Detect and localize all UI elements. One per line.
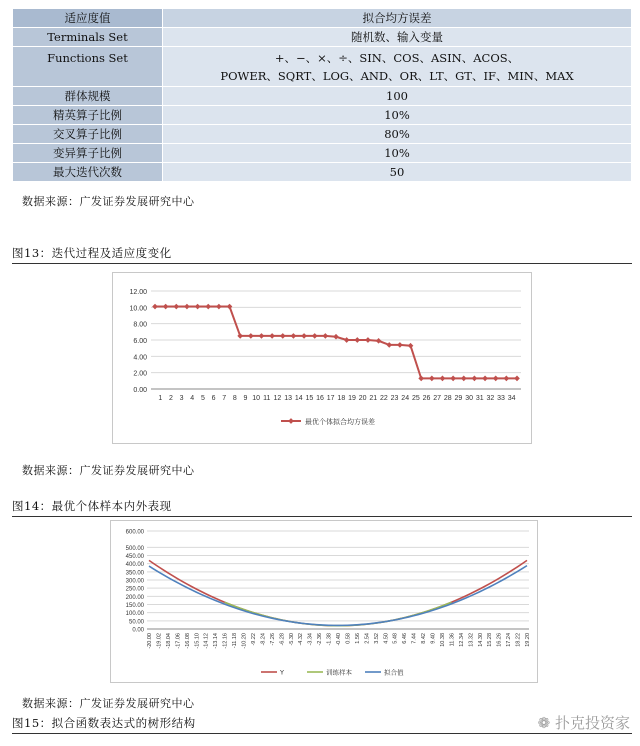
x-tick-label: 26 [422,395,431,402]
y-tick-label: 150.00 [125,603,144,609]
series-line-fitness [155,307,517,379]
series-line-fitted [149,566,527,626]
x-tick-label: 28 [443,395,452,402]
x-tick-label: 1.56 [354,633,361,644]
x-tick-label: 5.48 [392,633,399,644]
row-value-line1: +、−、×、÷、SIN、COS、ASIN、ACOS、 [274,51,520,65]
data-source-note: 数据来源：广发证券发展研究中心 [22,697,195,710]
x-tick-label: 29 [454,395,463,402]
x-tick-label: -2.36 [317,633,324,646]
row-key: 精英算子比例 [13,106,163,125]
x-tick-label: -18.04 [165,633,172,649]
x-tick-label: 15 [305,395,314,402]
header-value: 拟合均方误差 [163,9,632,28]
x-tick-label: 12 [273,395,282,402]
data-point [344,337,350,343]
table-row [13,28,632,47]
row-value: 10% [163,144,632,163]
data-point [205,304,211,310]
x-tick-label: 23 [390,395,399,402]
data-point [504,376,510,382]
data-point [248,333,254,339]
figure-14-rule [12,516,632,517]
y-tick-label: 400.00 [125,562,144,569]
legend-label: Y [280,668,284,677]
watermark-text: 扑克投资家 [554,714,630,732]
data-point [227,304,233,310]
data-point [440,376,446,382]
x-tick-label: 24 [401,395,410,402]
x-tick-label: 30 [465,395,473,402]
x-tick-label: -10.20 [241,633,248,649]
x-tick-label: -11.18 [232,633,239,649]
data-point [237,333,243,339]
y-tick-label: 300.00 [125,578,144,585]
y-tick-label: 500.00 [125,545,144,552]
figure-14-title: 图14：最优个体样本内外表现 [12,499,172,513]
y-tick-label: 100.00 [125,611,144,618]
y-tick-label: 600.00 [125,529,144,536]
table-header-row [13,9,632,28]
x-tick-label: 0.58 [345,633,352,644]
legend-label: 训练样本 [326,668,352,677]
x-tick-label: 8.42 [421,633,428,644]
x-tick-label: 8 [232,395,237,402]
x-tick-label: 7.44 [411,633,418,644]
x-tick-label: 27 [433,395,442,402]
x-tick-label: 10 [252,395,261,402]
x-tick-label: 25 [411,395,420,402]
header-key: 适应度值 [13,9,163,28]
x-tick-label: 9 [243,395,248,402]
row-value: 100 [163,87,632,106]
table-row [13,106,632,125]
x-tick-label: 22 [380,395,388,402]
row-value: 随机数、输入变量 [163,28,632,47]
data-point [376,338,382,344]
x-tick-label: 3.52 [373,633,380,644]
data-point [312,333,318,339]
row-key: 群体规模 [13,87,163,106]
data-point [259,333,265,339]
row-value: 10% [163,106,632,125]
x-tick-label: 33 [497,395,505,402]
x-tick-label: -3.34 [307,633,314,646]
x-tick-label: 34 [507,395,516,402]
data-point [461,376,467,382]
x-tick-label: 6.46 [402,633,409,644]
x-tick-label: 3 [179,395,184,402]
x-tick-label: 20 [358,395,367,402]
x-tick-label: 9.40 [430,633,437,644]
table-row [13,87,632,106]
x-tick-label: -1.38 [326,633,333,646]
table-row [13,144,632,163]
data-point [482,376,488,382]
x-tick-label: 19.20 [525,633,531,647]
x-tick-label: 5 [200,395,205,402]
row-value: 80% [163,125,632,144]
row-value [163,47,632,87]
parameter-table [12,8,632,182]
x-tick-label: -6.28 [279,633,286,646]
data-point [418,376,424,382]
x-tick-label: 31 [475,395,484,402]
row-key: 变异算子比例 [13,144,163,163]
x-tick-label: -20.00 [147,633,153,649]
data-point [280,333,286,339]
legend-label: 拟合值 [384,668,404,677]
series-line-y [149,560,527,625]
y-tick-label: 12.00 [129,289,147,296]
x-tick-label: -19.02 [156,633,163,649]
x-tick-label: 2.54 [364,633,371,644]
data-point [450,376,456,382]
x-tick-label: -7.26 [269,633,276,646]
x-tick-label: -13.14 [213,633,220,649]
x-tick-label: 11 [263,395,271,402]
figure-14-chart [110,520,538,683]
data-point [333,334,339,340]
data-point [291,333,297,339]
row-value: 50 [163,163,632,182]
data-point [216,304,222,310]
data-point [163,304,169,310]
x-tick-label: 17 [326,395,335,402]
y-tick-label: 2.00 [133,370,147,378]
y-tick-label: 0.00 [133,387,147,394]
x-tick-label: 32 [486,395,495,402]
x-tick-label: 10.38 [439,633,446,647]
x-tick-label: 13.32 [468,633,475,647]
data-point [514,376,520,382]
row-key: 交叉算子比例 [13,125,163,144]
x-tick-label: 16.26 [496,633,503,647]
data-point [195,304,201,310]
data-point [323,333,329,339]
data-point [173,304,179,310]
x-tick-label: -5.30 [288,633,295,646]
x-tick-label: 18 [337,395,346,402]
data-point [365,337,371,343]
y-tick-label: 0.00 [132,627,144,634]
figure-13-chart [112,272,532,444]
data-point [152,304,158,310]
y-tick-label: 8.00 [133,321,147,329]
x-tick-label: 2 [169,395,173,402]
x-tick-label: -12.16 [222,633,229,649]
x-tick-label: 14 [294,395,303,402]
y-tick-label: 350.00 [125,570,144,577]
legend-marker [288,418,294,424]
figure-15-title: 图15：拟合函数表达式的树形结构 [12,716,196,730]
table-row [13,47,632,87]
figure-14-svg [111,521,537,682]
watermark [538,712,630,733]
wechat-icon: ❁ [537,714,551,732]
figure-15-rule [12,733,632,734]
y-tick-label: 10.00 [129,305,147,313]
x-tick-label: 6 [211,395,216,402]
x-tick-label: 15.28 [487,633,494,647]
x-tick-label: 1 [158,395,163,402]
x-tick-label: -16.08 [184,633,191,649]
y-tick-label: 450.00 [125,554,144,560]
x-tick-label: 4 [190,395,195,402]
x-tick-label: -15.10 [194,633,201,649]
legend-label: 最优个体拟合均方误差 [305,418,375,426]
data-point [408,343,414,349]
data-source-note: 数据来源：广发证券发展研究中心 [22,195,195,208]
data-point [429,376,435,382]
y-tick-label: 250.00 [125,586,144,593]
x-tick-label: 14.30 [477,633,484,647]
x-tick-label: -4.32 [298,633,305,646]
x-tick-label: 19 [348,395,356,402]
figure-13-title: 图13：迭代过程及适应度变化 [12,246,172,260]
table-row [13,163,632,182]
y-tick-label: 4.00 [133,354,147,362]
row-value-line2: POWER、SQRT、LOG、AND、OR、LT、GT、IF、MIN、MAX [220,69,574,83]
data-point [472,376,478,382]
x-tick-label: 17.24 [506,633,513,647]
figure-13-rule [12,263,632,264]
x-tick-label: -17.06 [175,633,182,649]
row-key: 最大迭代次数 [13,163,163,182]
table-row [13,125,632,144]
x-tick-label: -0.40 [336,633,342,646]
figure-13-svg [113,273,531,443]
x-tick-label: -8.24 [260,633,267,646]
x-tick-label: 18.22 [515,633,522,647]
data-point [269,333,275,339]
y-tick-label: 200.00 [125,594,144,601]
data-point [301,333,307,339]
data-source-note: 数据来源：广发证券发展研究中心 [22,464,195,477]
x-tick-label: 21 [369,395,378,402]
x-tick-label: -14.12 [203,633,210,649]
x-tick-label: 16 [316,395,324,402]
x-tick-label: 4.50 [383,633,390,644]
data-point [184,304,190,310]
x-tick-label: -9.22 [250,633,257,646]
x-tick-label: 11.36 [449,633,456,647]
y-tick-label: 6.00 [133,338,147,345]
row-key: Functions Set [13,47,163,87]
data-point [397,342,403,348]
data-point [386,342,392,348]
row-key: Terminals Set [13,28,163,47]
y-tick-label: 50.00 [128,619,144,626]
data-point [354,337,360,343]
x-tick-label: 7 [222,395,227,402]
x-tick-label: 13 [284,395,292,402]
data-point [493,376,499,382]
x-tick-label: 12.34 [458,633,465,647]
